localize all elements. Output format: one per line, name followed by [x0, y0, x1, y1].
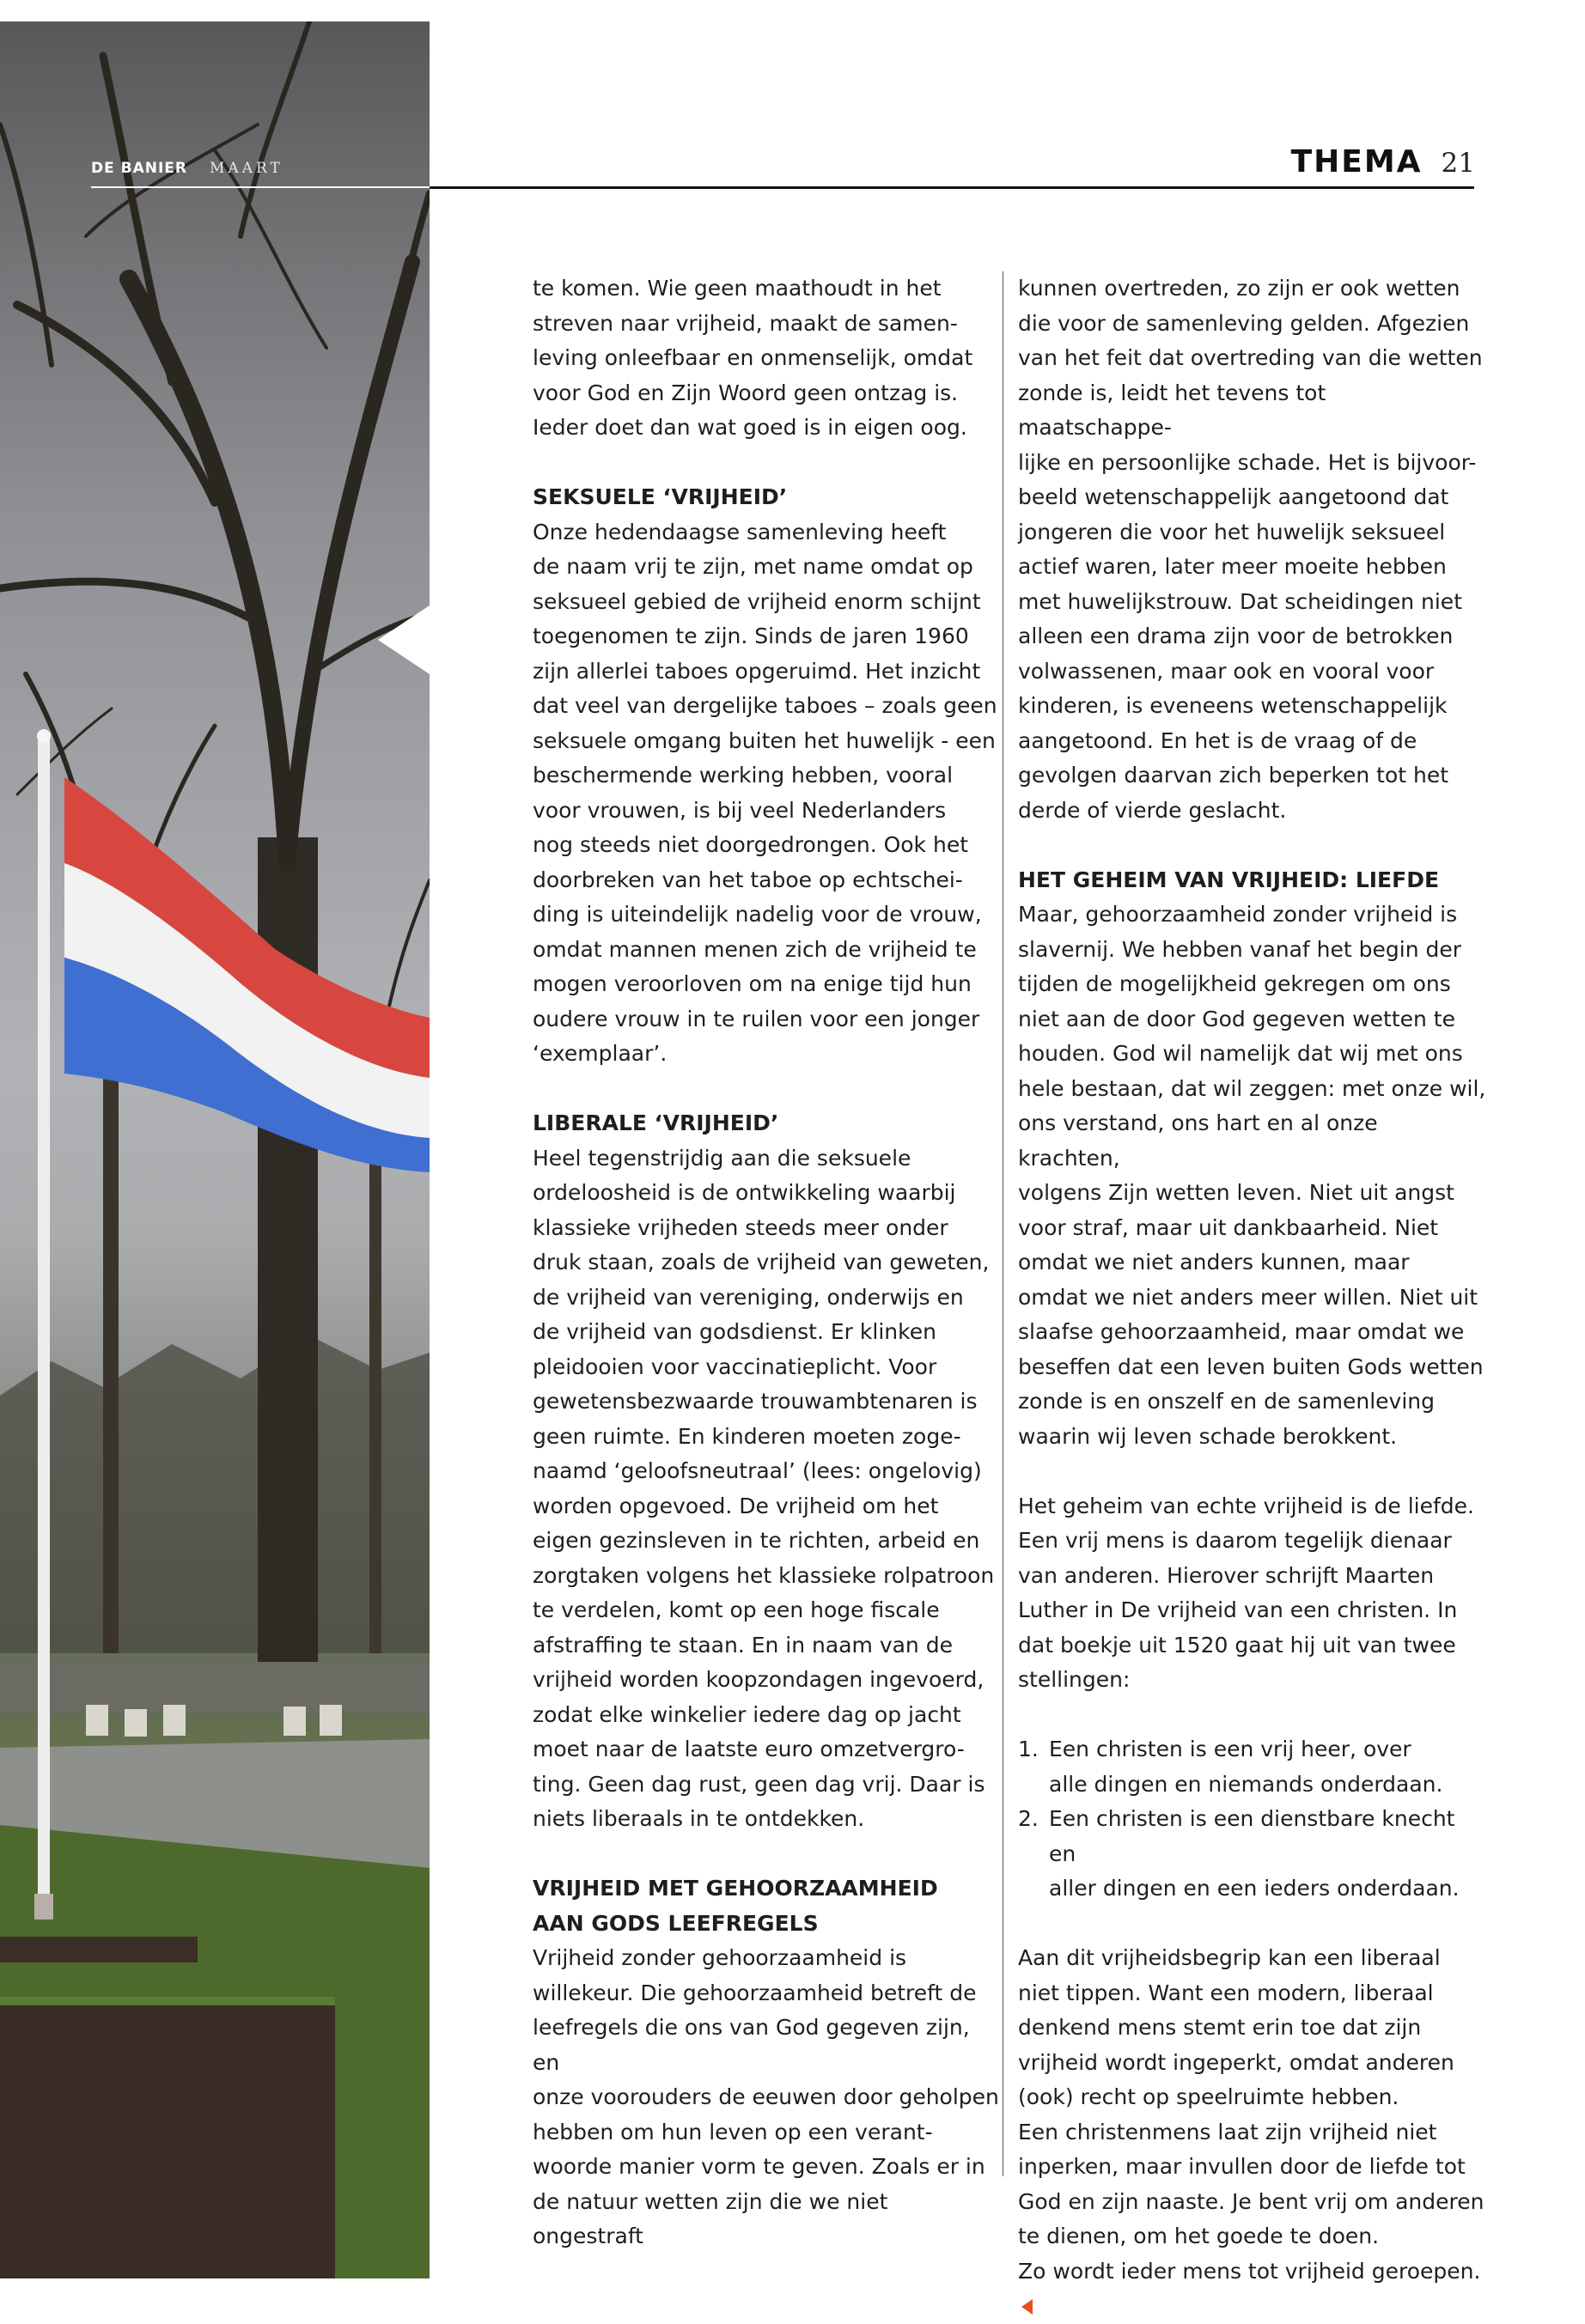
paragraph-geheim-van-vrijheid: Maar, gehoorzaamheid zonder vrijheid is slavernij. We hebben vanaf het begin der tijden de mogelijkheid gekregen om ons niet aan de door God gegeven wetten te houden. God wil namelijk dat wij met ons hele bestaan, dat wil zeggen: met onze wil, ons verstand, ons hart en al onze krachten, volgens Zijn wetten leven. Niet uit angst voor straf, maar uit dankbaarheid. Niet omdat we niet anders kunnen, maar omdat we niet anders meer willen. Niet uit slaafse gehoorzaamheid, maar omdat we beseffen dat een leven buiten Gods wetten zonde is en onszelf en de samenleving waarin wij leven schade berokkent.: [1018, 902, 1486, 1449]
photo-illustration: [0, 21, 430, 2278]
heading-liberale-vrijheid: LIBERALE ‘VRIJHEID’: [533, 1110, 779, 1135]
header-rule-white: [91, 186, 430, 188]
photo-notch: [378, 605, 430, 674]
paragraph-vrijheid-gehoorzaamheid: Vrijheid zonder gehoorzaamheid is willekeur. Die gehoorzaamheid betreft de leefregels die ons van God gegeven zijn, en onze voorouders de eeuwen door geholpen hebben om hun leven op een verant- woorde manier vorm te geven. Zoals er in de natuur wetten zijn die we niet ongestraft: [533, 1945, 999, 2248]
closing-text: Zo wordt ieder mens tot vrijheid geroepen.: [1018, 2258, 1481, 2284]
intro-paragraph: te komen. Wie geen maathoudt in het streven naar vrijheid, maakt de samen- leving onleefbaar en onmenselijk, omdat voor God en Zijn Woord geen ontzag is. Ieder doet dan wat goed is in eigen oog.: [533, 276, 973, 440]
heading-seksuele-vrijheid: SEKSUELE ‘VRIJHEID’: [533, 484, 788, 509]
page-number: 21: [1441, 148, 1475, 179]
end-of-article-icon: [1021, 2299, 1033, 2315]
list-number: 1.: [1018, 1737, 1039, 1761]
paragraph-continuation: kunnen overtreden, zo zijn er ook wetten die voor de samenleving gelden. Afgezien van het feit dat overtreding van die wetten zonde is, leidt het tevens tot maatschappe- lijke en persoonlijke schade. Het is bijvoor- beeld wetenschappelijk aangetoond dat jongeren die voor het huwelijk seksueel actief waren, later meer moeite hebben met huwelijkstrouw. Dat scheidingen niet alleen een drama zijn voor de betrokken volwassenen, maar ook en vooral voor kinderen, is eveneens wetenschappelijk aangetoond. En het is de vraag of de gevolgen daarvan zich beperken tot het derde of vierde geslacht.: [1018, 276, 1483, 823]
paragraph-luther: Het geheim van echte vrijheid is de liefde. Een vrij mens is daarom tegelijk dienaar van anderen. Hierover schrijft Maarten Luther in De vrijheid van een christen. In dat boekje uit 1520 gaat hij uit van twee stellingen:: [1018, 1493, 1474, 1692]
list-text: Een christen is een vrij heer, over alle dingen en niemands onderdaan.: [1049, 1737, 1443, 1797]
header-rule: [430, 186, 1474, 189]
section-title: THEMA: [1290, 144, 1423, 179]
list-item: [1018, 1732, 1486, 1802]
issue-month: MAART: [210, 160, 283, 177]
heading-vrijheid-gehoorzaamheid: VRIJHEID MET GEHOORZAAMHEID AAN GODS LEEFREGELS: [533, 1876, 938, 1936]
running-header-left: [91, 160, 283, 177]
paragraph-seksuele-vrijheid: Onze hedendaagse samenleving heeft de naam vrij te zijn, met name omdat op seksueel gebied de vrijheid enorm schijnt toegenomen te zijn. Sinds de jaren 1960 zijn allerlei taboes opgeruimd. Het inzicht dat veel van dergelijke taboes – zoals geen seksuele omgang buiten het huwelijk - een beschermende werking hebben, vooral voor vrouwen, is bij veel Nederlanders nog steeds niet doorgedrongen. Ook het doorbreken van het taboe op echtschei- ding is uiteindelijk nadelig voor de vrouw, omdat mannen menen zich de vrijheid te mogen veroorloven om na enige tijd hun oudere vrouw in te ruilen voor een jonger ‘exemplaar’.: [533, 519, 997, 1066]
article-column-left: [533, 271, 1001, 2254]
stellingen-list: [1018, 1732, 1486, 1907]
heading-geheim-van-vrijheid: HET GEHEIM VAN VRIJHEID: LIEFDE: [1018, 867, 1440, 892]
article-column-right: [1018, 271, 1486, 2324]
list-text: Een christen is een dienstbare knecht en aller dingen en een ieders onderdaan.: [1049, 1806, 1460, 1901]
flag-photo: [0, 21, 430, 2278]
list-number: 2.: [1018, 1806, 1039, 1831]
closing-line: [1018, 2254, 1486, 2324]
paragraph-liberale-vrijheid: Heel tegenstrijdig aan die seksuele ordeloosheid is de ontwikkeling waarbij klassieke vrijheden steeds meer onder druk staan, zoals de vrijheid van geweten, de vrijheid van vereniging, onderwijs en de vrijheid van godsdienst. Er klinken pleidooien voor vaccinatieplicht. Voor gewetensbezwaarde trouwambtenaren is geen ruimte. En kinderen moeten zoge- naamd ‘geloofsneutraal’ (lees: ongelovig) worden opgevoed. De vrijheid om het eigen gezinsleven in te richten, arbeid en zorgtaken volgens het klassieke rolpatroon te verdelen, komt op een hoge fiscale afstraffing te staan. En in naam van de vrijheid worden koopzondagen ingevoerd, zodat elke winkelier iedere dag op jacht moet naar de laatste euro omzetvergro- ting. Geen dag rust, geen dag vrij. Daar is niets liberaals in te ontdekken.: [533, 1145, 995, 1831]
paragraph-vrijheidsbegrip: Aan dit vrijheidsbegrip kan een liberaal niet tippen. Want een modern, liberaal denkend mens stemt erin toe dat zijn vrijheid wordt ingeperkt, omdat anderen (ook) recht op speelruimte hebben. Een christenmens laat zijn vrijheid niet inperken, maar invullen door de liefde tot God en zijn naaste. Je bent vrij om anderen te dienen, om het goede te doen.: [1018, 1945, 1484, 2248]
running-header-right: [1291, 144, 1475, 179]
list-item: [1018, 1802, 1486, 1907]
magazine-name: DE BANIER: [91, 160, 188, 177]
